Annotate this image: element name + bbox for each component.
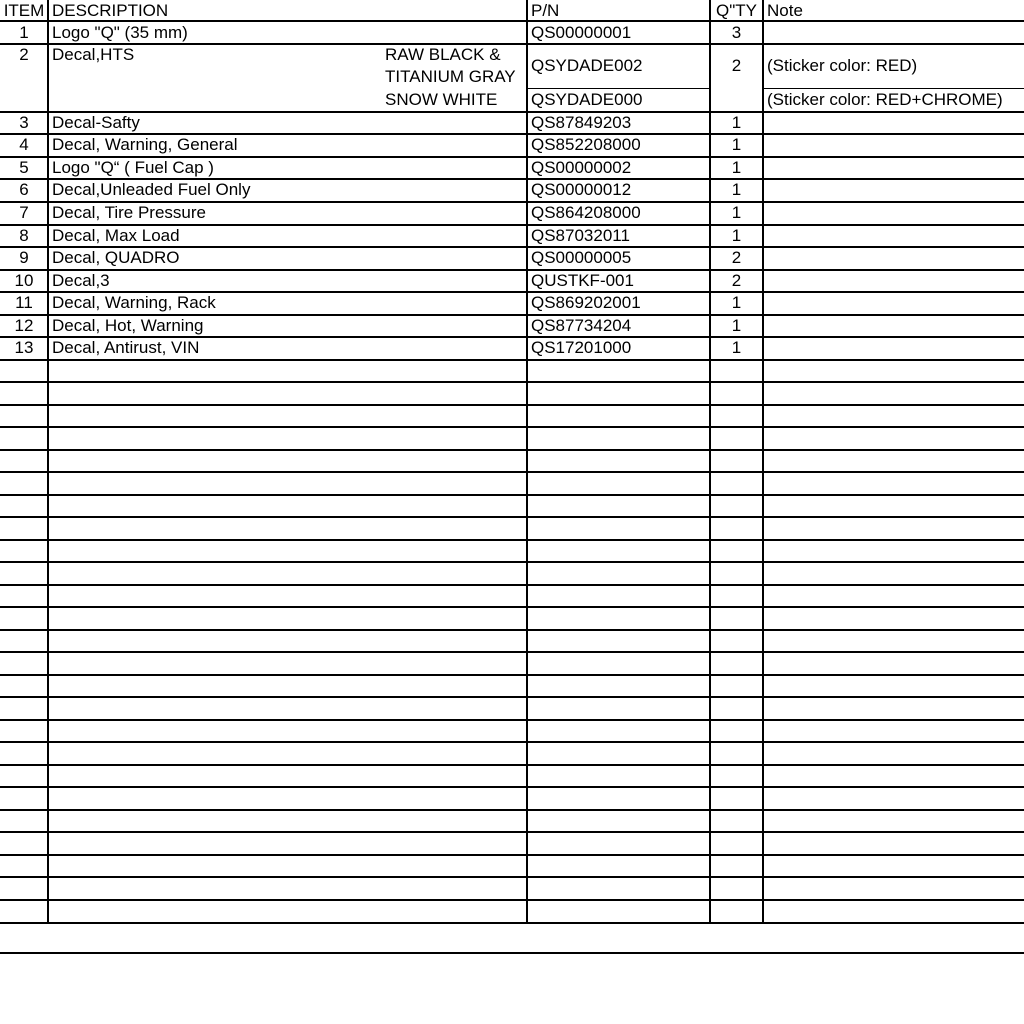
row-12-item: 12: [14, 316, 34, 335]
variant-1-color-line-1: RAW BLACK &: [385, 45, 501, 64]
row-divider: [0, 224, 1024, 226]
row-3-pn: QS87849203: [531, 113, 632, 132]
variant-1-note: (Sticker color: RED): [767, 56, 918, 75]
row-divider: [0, 471, 1024, 473]
row-3-qty: 1: [731, 113, 742, 132]
row-divider: [0, 854, 1024, 856]
row-7-qty: 1: [731, 203, 742, 222]
row-divider: [0, 404, 1024, 406]
row-divider: [0, 719, 1024, 721]
row-7-pn: QS864208000: [531, 203, 641, 222]
row-divider: [0, 494, 1024, 496]
row-divider: [0, 246, 1024, 248]
header-description: DESCRIPTION: [52, 1, 169, 20]
row-9-pn: QS00000005: [531, 248, 632, 267]
row-1-item: 1: [19, 23, 29, 42]
row-9-description: Decal, QUADRO: [52, 248, 180, 267]
row-divider: [0, 629, 1024, 631]
row-divider: [0, 291, 1024, 293]
row-9-qty: 2: [731, 248, 742, 267]
row-divider: [0, 178, 1024, 180]
row-divider: [0, 809, 1024, 811]
variant-2-color: SNOW WHITE: [385, 90, 498, 109]
row-8-item: 8: [19, 226, 29, 245]
row-2-item: 2: [19, 45, 29, 64]
row-8-description: Decal, Max Load: [52, 226, 180, 245]
row-2-description: Decal,HTS: [52, 45, 135, 64]
row-6-description: Decal,Unleaded Fuel Only: [52, 180, 251, 199]
row-12-qty: 1: [731, 316, 742, 335]
row-divider: [0, 899, 1024, 901]
row-divider: [0, 584, 1024, 586]
row-1-description: Logo "Q" (35 mm): [52, 23, 188, 42]
header-pn: P/N: [531, 1, 560, 20]
row-10-qty: 2: [731, 271, 742, 290]
row-divider: [0, 426, 1024, 428]
row-6-pn: QS00000012: [531, 180, 632, 199]
row-divider: [0, 561, 1024, 563]
row-3-item: 3: [19, 113, 29, 132]
row-11-description: Decal, Warning, Rack: [52, 293, 216, 312]
row-6-qty: 1: [731, 180, 742, 199]
row-10-pn: QUSTKF-001: [531, 271, 634, 290]
variant-1-color-line-2: TITANIUM GRAY: [385, 67, 516, 86]
row-10-item: 10: [14, 271, 34, 290]
row-13-description: Decal, Antirust, VIN: [52, 338, 200, 357]
row-5-description: Logo "Q“ ( Fuel Cap ): [52, 158, 214, 177]
row-divider: [0, 741, 1024, 743]
row-divider: [0, 516, 1024, 518]
row-2-qty: 2: [731, 56, 742, 75]
row-divider: [0, 133, 1024, 135]
row-divider: [0, 43, 1024, 45]
variant-2-note: (Sticker color: RED+CHROME): [767, 90, 1003, 109]
row-divider: [0, 381, 1024, 383]
row-5-qty: 1: [731, 158, 742, 177]
row-13-qty: 1: [731, 338, 742, 357]
row-4-qty: 1: [731, 135, 742, 154]
variant-divider: [527, 88, 710, 89]
row-13-item: 13: [14, 338, 34, 357]
row-divider: [0, 764, 1024, 766]
row-13-pn: QS17201000: [531, 338, 632, 357]
header-qty: Q"TY: [716, 1, 757, 20]
row-divider: [0, 922, 1024, 924]
header-note: Note: [767, 1, 803, 20]
row-divider: [0, 269, 1024, 271]
row-12-pn: QS87734204: [531, 316, 632, 335]
row-divider: [0, 336, 1024, 338]
row-6-item: 6: [19, 180, 29, 199]
header-item: ITEM: [3, 1, 45, 20]
row-8-qty: 1: [731, 226, 742, 245]
row-divider: [0, 359, 1024, 361]
row-4-item: 4: [19, 135, 29, 154]
row-11-qty: 1: [731, 293, 742, 312]
row-divider: [0, 606, 1024, 608]
variant-divider: [763, 88, 1024, 89]
row-1-pn: QS00000001: [531, 23, 632, 42]
row-9-item: 9: [19, 248, 29, 267]
variant-2-pn: QSYDADE000: [531, 90, 643, 109]
row-divider: [0, 539, 1024, 541]
row-divider: [0, 651, 1024, 653]
row-divider: [0, 156, 1024, 158]
row-8-pn: QS87032011: [531, 226, 630, 245]
row-4-pn: QS852208000: [531, 135, 641, 154]
row-divider: [0, 314, 1024, 316]
row-divider: [0, 876, 1024, 878]
row-4-description: Decal, Warning, General: [52, 135, 238, 154]
row-11-pn: QS869202001: [531, 293, 641, 312]
row-divider: [0, 786, 1024, 788]
bottom-border: [0, 952, 1024, 954]
row-5-item: 5: [19, 158, 29, 177]
row-5-pn: QS00000002: [531, 158, 632, 177]
row-divider: [0, 111, 1024, 113]
row-divider: [0, 201, 1024, 203]
row-11-item: 11: [15, 293, 33, 312]
row-12-description: Decal, Hot, Warning: [52, 316, 204, 335]
row-divider: [0, 831, 1024, 833]
row-divider: [0, 674, 1024, 676]
variant-1-pn: QSYDADE002: [531, 56, 643, 75]
row-divider: [0, 449, 1024, 451]
row-divider: [0, 20, 1024, 22]
row-7-description: Decal, Tire Pressure: [52, 203, 206, 222]
row-3-description: Decal-Safty: [52, 113, 140, 132]
row-7-item: 7: [19, 203, 29, 222]
row-10-description: Decal,3: [52, 271, 110, 290]
row-1-qty: 3: [731, 23, 742, 42]
row-divider: [0, 696, 1024, 698]
